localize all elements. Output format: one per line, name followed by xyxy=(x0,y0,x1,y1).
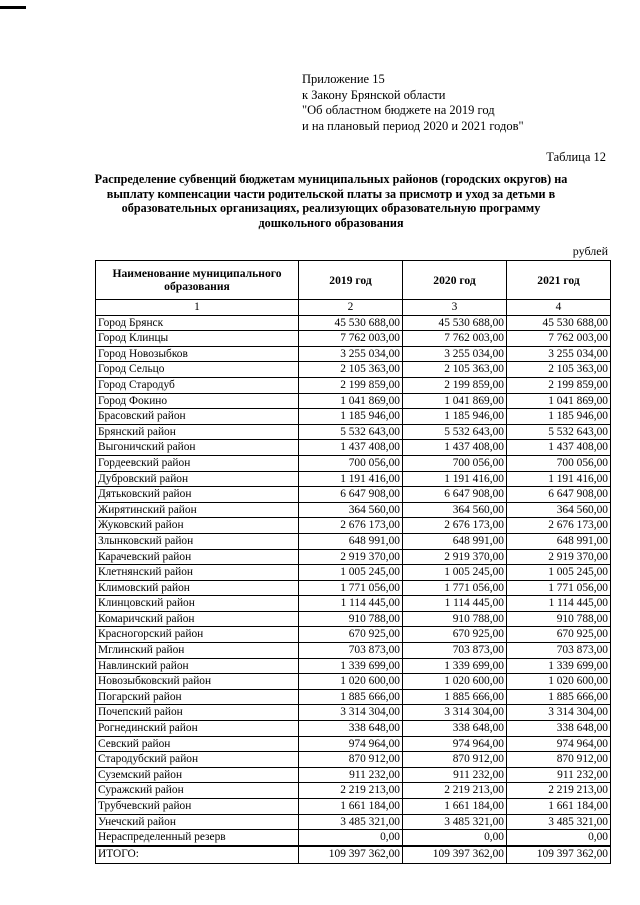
value-2019: 1 005 245,00 xyxy=(299,565,403,581)
table-row xyxy=(96,331,611,347)
table-row xyxy=(96,705,611,721)
value-2021: 1 041 869,00 xyxy=(507,393,611,409)
table-row xyxy=(96,580,611,596)
column-number: 3 xyxy=(403,300,507,316)
value-2019: 1 191 416,00 xyxy=(299,471,403,487)
value-2021: 1 191 416,00 xyxy=(507,471,611,487)
value-2019: 7 762 003,00 xyxy=(299,331,403,347)
municipality-name: Жирятинский район xyxy=(96,502,299,518)
value-2020: 1 339 699,00 xyxy=(403,658,507,674)
value-2019: 3 314 304,00 xyxy=(299,705,403,721)
appendix-line-4: и на плановый период 2020 и 2021 годов" xyxy=(302,118,524,133)
value-2021: 6 647 908,00 xyxy=(507,487,611,503)
value-2019: 6 647 908,00 xyxy=(299,487,403,503)
appendix-header xyxy=(302,72,524,134)
value-2021: 0,00 xyxy=(507,830,611,846)
column-header-2021: 2021 год xyxy=(507,261,611,300)
value-2020: 1 114 445,00 xyxy=(403,596,507,612)
table-row xyxy=(96,736,611,752)
total-2020: 109 397 362,00 xyxy=(403,846,507,864)
municipality-name: Суземский район xyxy=(96,767,299,783)
value-2020: 364 560,00 xyxy=(403,502,507,518)
appendix-line-1: Приложение 15 xyxy=(302,72,385,86)
value-2021: 7 762 003,00 xyxy=(507,331,611,347)
municipality-name: Выгоничский район xyxy=(96,440,299,456)
value-2020: 45 530 688,00 xyxy=(403,315,507,331)
table-row xyxy=(96,440,611,456)
municipality-name: Город Новозыбков xyxy=(96,346,299,362)
value-2021: 5 532 643,00 xyxy=(507,424,611,440)
value-2021: 1 020 600,00 xyxy=(507,674,611,690)
column-header-2020: 2020 год xyxy=(403,261,507,300)
value-2021: 1 185 946,00 xyxy=(507,409,611,425)
column-number: 4 xyxy=(507,300,611,316)
municipality-name: Злынковский район xyxy=(96,533,299,549)
value-2020: 2 105 363,00 xyxy=(403,362,507,378)
table-row xyxy=(96,549,611,565)
value-2020: 3 485 321,00 xyxy=(403,814,507,830)
table-row xyxy=(96,518,611,534)
table-row xyxy=(96,830,611,846)
value-2020: 670 925,00 xyxy=(403,627,507,643)
value-2021: 1 339 699,00 xyxy=(507,658,611,674)
municipality-name: Клинцовский район xyxy=(96,596,299,612)
table-row xyxy=(96,471,611,487)
value-2021: 1 114 445,00 xyxy=(507,596,611,612)
municipality-name: Комаричский район xyxy=(96,611,299,627)
table-row xyxy=(96,565,611,581)
table-row xyxy=(96,409,611,425)
municipality-name: Город Сельцо xyxy=(96,362,299,378)
municipality-name: Почепский район xyxy=(96,705,299,721)
value-2021: 910 788,00 xyxy=(507,611,611,627)
municipality-name: Стародубский район xyxy=(96,752,299,768)
currency-unit: рублей xyxy=(572,244,608,258)
value-2020: 700 056,00 xyxy=(403,455,507,471)
scan-corner-mark xyxy=(0,6,26,9)
municipality-name: Навлинский район xyxy=(96,658,299,674)
municipality-name: Брасовский район xyxy=(96,409,299,425)
value-2020: 5 532 643,00 xyxy=(403,424,507,440)
table-row xyxy=(96,658,611,674)
table-row xyxy=(96,643,611,659)
value-2020: 1 185 946,00 xyxy=(403,409,507,425)
municipality-name: Новозыбковский район xyxy=(96,674,299,690)
table-row xyxy=(96,611,611,627)
value-2021: 700 056,00 xyxy=(507,455,611,471)
municipality-name: Дятьковский район xyxy=(96,487,299,503)
value-2021: 3 255 034,00 xyxy=(507,346,611,362)
value-2019: 648 991,00 xyxy=(299,533,403,549)
value-2021: 45 530 688,00 xyxy=(507,315,611,331)
value-2021: 2 105 363,00 xyxy=(507,362,611,378)
value-2020: 6 647 908,00 xyxy=(403,487,507,503)
subventions-table xyxy=(95,260,611,864)
value-2020: 648 991,00 xyxy=(403,533,507,549)
table-row xyxy=(96,455,611,471)
value-2019: 2 676 173,00 xyxy=(299,518,403,534)
value-2020: 2 219 213,00 xyxy=(403,783,507,799)
document-title: Распределение субвенций бюджетам муниципальных районов (городских округов) на выплату компенсации части родительской платы за присмотр и уход за детьми в образовательных организациях, реализующих образовательную программу дошкольного образования xyxy=(94,172,568,230)
table-row xyxy=(96,393,611,409)
municipality-name: Красногорский район xyxy=(96,627,299,643)
value-2020: 910 788,00 xyxy=(403,611,507,627)
municipality-name: Трубчевский район xyxy=(96,799,299,815)
municipality-name: Нераспределенный резерв xyxy=(96,830,299,846)
value-2020: 3 314 304,00 xyxy=(403,705,507,721)
value-2019: 1 771 056,00 xyxy=(299,580,403,596)
value-2020: 0,00 xyxy=(403,830,507,846)
table-row xyxy=(96,814,611,830)
value-2020: 2 676 173,00 xyxy=(403,518,507,534)
column-number: 2 xyxy=(299,300,403,316)
municipality-name: Клетнянский район xyxy=(96,565,299,581)
value-2019: 1 114 445,00 xyxy=(299,596,403,612)
total-2019: 109 397 362,00 xyxy=(299,846,403,864)
value-2021: 911 232,00 xyxy=(507,767,611,783)
table-row xyxy=(96,502,611,518)
value-2021: 974 964,00 xyxy=(507,736,611,752)
appendix-line-3: "Об областном бюджете на 2019 год xyxy=(302,103,495,117)
value-2020: 1 771 056,00 xyxy=(403,580,507,596)
table-row xyxy=(96,533,611,549)
value-2020: 338 648,00 xyxy=(403,721,507,737)
value-2019: 338 648,00 xyxy=(299,721,403,737)
table-row xyxy=(96,752,611,768)
value-2019: 1 885 666,00 xyxy=(299,689,403,705)
value-2019: 700 056,00 xyxy=(299,455,403,471)
value-2020: 7 762 003,00 xyxy=(403,331,507,347)
value-2020: 703 873,00 xyxy=(403,643,507,659)
table-row xyxy=(96,627,611,643)
column-number: 1 xyxy=(96,300,299,316)
value-2021: 870 912,00 xyxy=(507,752,611,768)
header-row xyxy=(96,261,611,300)
municipality-name: Карачевский район xyxy=(96,549,299,565)
appendix-line-2: к Закону Брянской области xyxy=(302,87,446,102)
table-row xyxy=(96,346,611,362)
value-2021: 703 873,00 xyxy=(507,643,611,659)
municipality-name: Суражский район xyxy=(96,783,299,799)
value-2020: 1 020 600,00 xyxy=(403,674,507,690)
municipality-name: Унечский район xyxy=(96,814,299,830)
value-2019: 1 185 946,00 xyxy=(299,409,403,425)
table-row xyxy=(96,767,611,783)
value-2021: 1 437 408,00 xyxy=(507,440,611,456)
value-2019: 5 532 643,00 xyxy=(299,424,403,440)
value-2021: 2 676 173,00 xyxy=(507,518,611,534)
municipality-name: Мглинский район xyxy=(96,643,299,659)
table-row xyxy=(96,783,611,799)
value-2019: 1 661 184,00 xyxy=(299,799,403,815)
table-row xyxy=(96,799,611,815)
value-2021: 364 560,00 xyxy=(507,502,611,518)
value-2020: 2 919 370,00 xyxy=(403,549,507,565)
municipality-name: Брянский район xyxy=(96,424,299,440)
value-2019: 910 788,00 xyxy=(299,611,403,627)
value-2019: 1 339 699,00 xyxy=(299,658,403,674)
value-2021: 2 219 213,00 xyxy=(507,783,611,799)
value-2021: 1 885 666,00 xyxy=(507,689,611,705)
value-2019: 3 255 034,00 xyxy=(299,346,403,362)
value-2019: 870 912,00 xyxy=(299,752,403,768)
value-2021: 1 005 245,00 xyxy=(507,565,611,581)
table-row xyxy=(96,721,611,737)
value-2019: 364 560,00 xyxy=(299,502,403,518)
value-2019: 2 219 213,00 xyxy=(299,783,403,799)
value-2019: 2 105 363,00 xyxy=(299,362,403,378)
municipality-name: Рогнединский район xyxy=(96,721,299,737)
value-2019: 2 919 370,00 xyxy=(299,549,403,565)
municipality-name: Климовский район xyxy=(96,580,299,596)
table-number: Таблица 12 xyxy=(546,150,606,164)
value-2019: 0,00 xyxy=(299,830,403,846)
value-2020: 1 437 408,00 xyxy=(403,440,507,456)
value-2021: 338 648,00 xyxy=(507,721,611,737)
table-row xyxy=(96,315,611,331)
value-2021: 1 771 056,00 xyxy=(507,580,611,596)
municipality-name: Город Фокино xyxy=(96,393,299,409)
value-2020: 1 005 245,00 xyxy=(403,565,507,581)
municipality-name: Город Клинцы xyxy=(96,331,299,347)
value-2020: 1 885 666,00 xyxy=(403,689,507,705)
value-2019: 911 232,00 xyxy=(299,767,403,783)
value-2019: 703 873,00 xyxy=(299,643,403,659)
municipality-name: Город Брянск xyxy=(96,315,299,331)
table-row xyxy=(96,362,611,378)
value-2020: 1 191 416,00 xyxy=(403,471,507,487)
value-2020: 1 661 184,00 xyxy=(403,799,507,815)
municipality-name: Город Стародуб xyxy=(96,377,299,393)
table-row xyxy=(96,596,611,612)
table-row xyxy=(96,377,611,393)
table-row xyxy=(96,674,611,690)
value-2020: 911 232,00 xyxy=(403,767,507,783)
column-number-row xyxy=(96,300,611,316)
municipality-name: Погарский район xyxy=(96,689,299,705)
column-header-name: Наименование муниципального образования xyxy=(96,261,299,300)
value-2020: 974 964,00 xyxy=(403,736,507,752)
value-2020: 2 199 859,00 xyxy=(403,377,507,393)
municipality-name: Гордеевский район xyxy=(96,455,299,471)
value-2020: 870 912,00 xyxy=(403,752,507,768)
value-2019: 3 485 321,00 xyxy=(299,814,403,830)
value-2021: 3 485 321,00 xyxy=(507,814,611,830)
value-2021: 1 661 184,00 xyxy=(507,799,611,815)
value-2021: 670 925,00 xyxy=(507,627,611,643)
value-2019: 670 925,00 xyxy=(299,627,403,643)
municipality-name: Севский район xyxy=(96,736,299,752)
municipality-name: Жуковский район xyxy=(96,518,299,534)
total-2021: 109 397 362,00 xyxy=(507,846,611,864)
value-2020: 3 255 034,00 xyxy=(403,346,507,362)
total-row xyxy=(96,846,611,864)
value-2019: 1 437 408,00 xyxy=(299,440,403,456)
value-2019: 1 020 600,00 xyxy=(299,674,403,690)
value-2021: 648 991,00 xyxy=(507,533,611,549)
total-label: ИТОГО: xyxy=(96,846,299,864)
value-2019: 1 041 869,00 xyxy=(299,393,403,409)
column-header-2019: 2019 год xyxy=(299,261,403,300)
value-2019: 974 964,00 xyxy=(299,736,403,752)
table-row xyxy=(96,487,611,503)
value-2021: 2 199 859,00 xyxy=(507,377,611,393)
value-2021: 2 919 370,00 xyxy=(507,549,611,565)
value-2020: 1 041 869,00 xyxy=(403,393,507,409)
table-body xyxy=(96,315,611,846)
value-2019: 2 199 859,00 xyxy=(299,377,403,393)
table-row xyxy=(96,424,611,440)
value-2019: 45 530 688,00 xyxy=(299,315,403,331)
value-2021: 3 314 304,00 xyxy=(507,705,611,721)
municipality-name: Дубровский район xyxy=(96,471,299,487)
table-row xyxy=(96,689,611,705)
